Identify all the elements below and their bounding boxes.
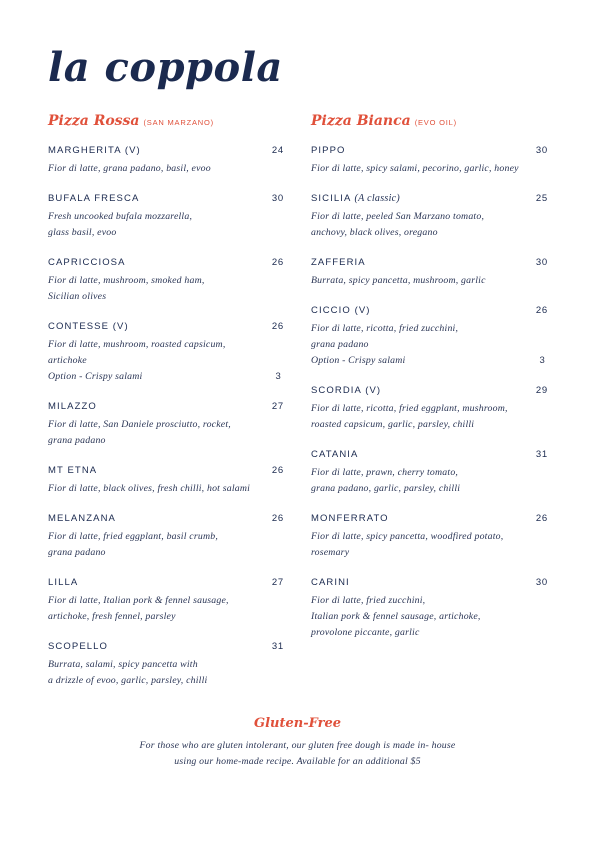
menu-item-price: 30 [535,257,548,268]
menu-item-name: CONTESSE (V) [48,321,129,332]
pizza-rossa-header [48,113,284,133]
menu-item-price: 30 [271,193,284,204]
menu-item-description [48,209,284,241]
menu-item-name: SCOPELLO [48,641,109,652]
gluten-free-line: For those who are gluten intolerant, our gluten free dough is made in- house [139,740,456,751]
menu-item [48,513,284,561]
menu-item-price: 29 [535,385,548,396]
menu-item [311,513,548,561]
description-line: Fior di latte, prawn, cherry tomato, [311,467,459,478]
pizza-bianca-header [311,113,548,133]
description-line: grana padano, garlic, parsley, chilli [311,483,461,494]
restaurant-logo: la coppola [48,44,283,91]
gluten-free-title: Gluten-Free [253,716,341,731]
menu-item [311,385,548,433]
menu-item-name: SICILIA (A classic) [311,193,401,204]
menu-item-option [48,369,284,385]
menu-item-name: MELANZANA [48,513,116,524]
description-line: Fior di latte, ricotta, fried zucchini, [311,323,459,334]
description-line: anchovy, black olives, oregano [311,227,438,238]
menu-item-description [311,465,548,497]
menu-item-price: 31 [535,449,548,460]
menu-item-name: SCORDIA (V) [311,385,382,396]
gluten-free-line: using our home-made recipe. Available for an additional $5 [174,756,421,767]
menu-item-name: PIPPO [311,145,346,156]
description-line: grana padano [48,435,106,446]
menu-item-description [311,161,548,177]
menu-item-name: ZAFFERIA [311,257,366,268]
option-label: Option - Crispy salami [311,355,406,366]
menu-item-price: 30 [535,577,548,588]
menu-item-description [311,593,548,641]
menu-item-price: 25 [535,193,548,204]
menu-item [48,193,284,241]
description-line: provolone piccante, garlic [311,627,420,638]
menu-item [48,577,284,625]
description-line: Fior di latte, mushroom, roasted capsicum, [48,339,226,350]
description-line: a drizzle of evoo, garlic, parsley, chilli [48,675,208,686]
menu-item-price: 26 [271,257,284,268]
section-subtitle: (SAN MARZANO) [143,118,214,127]
menu-item-name: CATANIA [311,449,359,460]
menu-item-description [48,337,284,385]
menu-item-name: MILAZZO [48,401,97,412]
description-line: grana padano [48,547,106,558]
menu-item [311,449,548,497]
menu-item-price: 30 [535,145,548,156]
menu-item-name: CAPRICCIOSA [48,257,126,268]
description-line: Fior di latte, mushroom, smoked ham, [48,275,205,286]
menu-item-description [311,529,548,561]
menu-item [311,305,548,369]
menu-item [48,257,284,305]
menu-item-header [311,513,548,529]
menu-item-header [48,257,284,273]
description-line: Sicilian olives [48,291,107,302]
menu-item [48,145,284,177]
menu-item-header [48,193,284,209]
menu-item-description [48,161,284,177]
menu-item-name: MARGHERITA (V) [48,145,141,156]
menu-item [48,321,284,385]
menu-item-header [48,145,284,161]
menu-item-name: MONFERRATO [311,513,389,524]
description-line: Fior di latte, fried zucchini, [311,595,426,606]
menu-item-description [48,529,284,561]
menu-item-description [48,417,284,449]
description-line: Burrata, spicy pancetta, mushroom, garlic [311,275,486,286]
description-line: artichoke [48,355,87,366]
menu-item-header [311,145,548,161]
menu-item-header [48,641,284,657]
description-line: Fior di latte, peeled San Marzano tomato, [311,211,485,222]
description-line: roasted capsicum, garlic, parsley, chilli [311,419,475,430]
menu-item-header [48,321,284,337]
gluten-free-description [0,738,595,770]
menu-item-header [311,193,548,209]
menu-item-price: 26 [271,513,284,524]
description-line: Fresh uncooked bufala mozzarella, [48,211,193,222]
description-line: artichoke, fresh fennel, parsley [48,611,176,622]
pizza-rossa-column [48,113,284,686]
menu-item-option [311,353,548,369]
menu-item-price: 31 [271,641,284,652]
menu-item-description [48,593,284,625]
menu-item-name: LILLA [48,577,79,588]
menu-item-price: 27 [271,401,284,412]
menu-item-note: (A classic) [354,193,401,204]
section-title: Pizza Bianca [311,113,411,129]
menu-item [311,577,548,641]
pizza-bianca-column [311,113,548,638]
menu-item-price: 26 [535,513,548,524]
description-line: Fior di latte, San Daniele prosciutto, rocket, [48,419,231,430]
menu-item-description [311,321,548,369]
menu-item-name: BUFALA FRESCA [48,193,140,204]
menu-item-name: MT ETNA [48,465,98,476]
menu-item [48,641,284,689]
menu-item-price: 27 [271,577,284,588]
description-line: Fior di latte, black olives, fresh chilli, hot salami [48,483,251,494]
menu-item-header [311,257,548,273]
menu-item-header [48,465,284,481]
menu-item [311,257,548,289]
menu-item-header [48,401,284,417]
menu-item-price: 26 [271,465,284,476]
description-line: grana padano [311,339,369,350]
section-subtitle: (EVO OIL) [414,118,457,127]
option-label: Option - Crispy salami [48,371,143,382]
section-title: Pizza Rossa [48,113,140,129]
menu-item-description [311,209,548,241]
menu-item-header [48,577,284,593]
menu-item-name: CICCIO (V) [311,305,371,316]
menu-item-header [311,385,548,401]
menu-item-price: 24 [271,145,284,156]
description-line: rosemary [311,547,350,558]
description-line: glass basil, evoo [48,227,117,238]
option-price: 3 [539,355,545,366]
description-line: Fior di latte, spicy pancetta, woodfired potato, [311,531,504,542]
description-line: Fior di latte, spicy salami, pecorino, garlic, honey [311,163,519,174]
description-line: Fior di latte, grana padano, basil, evoo [48,163,211,174]
menu-item-description [48,273,284,305]
description-line: Fior di latte, Italian pork & fennel sausage, [48,595,229,606]
menu-item [48,465,284,497]
menu-item-description [48,657,284,689]
menu-item [311,145,548,177]
description-line: Fior di latte, fried eggplant, basil crumb, [48,531,218,542]
menu-item-header [311,577,548,593]
menu-item-description [48,481,284,497]
description-line: Fior di latte, ricotta, fried eggplant, mushroom, [311,403,508,414]
menu-item-price: 26 [535,305,548,316]
description-line: Burrata, salami, spicy pancetta with [48,659,198,670]
menu-item-header [311,305,548,321]
menu-item-description [311,401,548,433]
menu-item-description [311,273,548,289]
menu-item [48,401,284,449]
menu-item-header [48,513,284,529]
description-line: Italian pork & fennel sausage, artichoke, [311,611,481,622]
menu-item-name: CARINI [311,577,350,588]
menu-item-price: 26 [271,321,284,332]
menu-item [311,193,548,241]
option-price: 3 [275,371,281,382]
menu-item-header [311,449,548,465]
